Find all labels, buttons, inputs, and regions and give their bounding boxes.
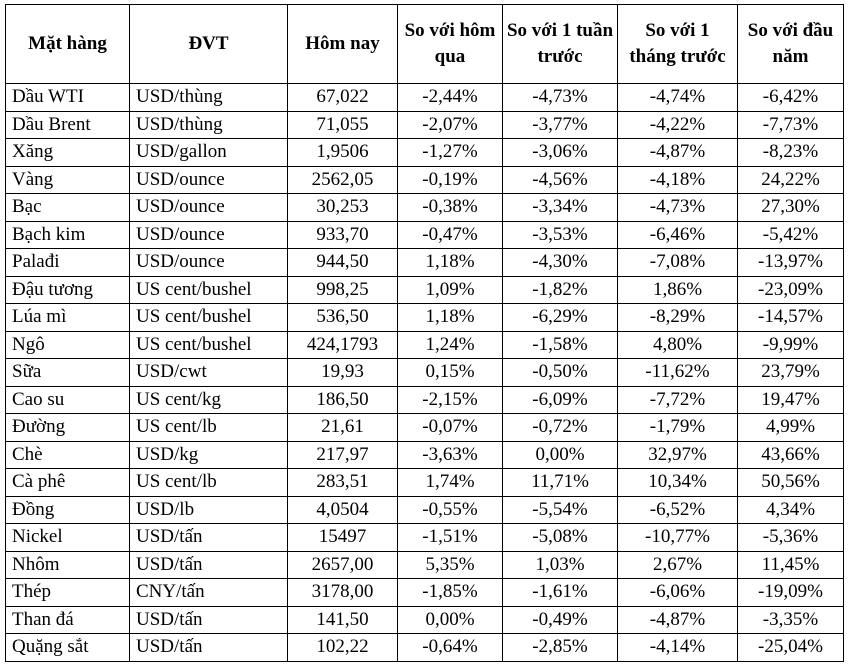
cell-vs-yesterday: -0,07% — [398, 414, 503, 442]
cell-item: Bạch kim — [6, 221, 130, 249]
cell-unit: USD/thùng — [130, 84, 288, 112]
cell-item: Than đá — [6, 606, 130, 634]
cell-unit: USD/cwt — [130, 359, 288, 387]
cell-vs-year-start: 43,66% — [738, 441, 844, 469]
table-row — [6, 221, 844, 249]
table-row — [6, 359, 844, 387]
cell-unit: USD/ounce — [130, 221, 288, 249]
cell-vs-week: -4,73% — [503, 84, 618, 112]
cell-item: Đồng — [6, 496, 130, 524]
cell-vs-month: -4,22% — [618, 111, 738, 139]
cell-vs-month: -4,73% — [618, 194, 738, 222]
cell-today: 4,0504 — [288, 496, 398, 524]
cell-unit: US cent/lb — [130, 469, 288, 497]
cell-today: 71,055 — [288, 111, 398, 139]
cell-vs-week: -0,49% — [503, 606, 618, 634]
cell-vs-week: -6,09% — [503, 386, 618, 414]
cell-unit: US cent/lb — [130, 414, 288, 442]
cell-vs-week: -1,61% — [503, 579, 618, 607]
cell-vs-week: -3,06% — [503, 139, 618, 167]
cell-vs-month: 32,97% — [618, 441, 738, 469]
cell-vs-month: -1,79% — [618, 414, 738, 442]
cell-today: 2562,05 — [288, 166, 398, 194]
cell-today: 67,022 — [288, 84, 398, 112]
cell-today: 424,1793 — [288, 331, 398, 359]
cell-vs-week: -3,34% — [503, 194, 618, 222]
cell-vs-yesterday: -1,51% — [398, 524, 503, 552]
table-row — [6, 634, 844, 662]
cell-vs-year-start: -6,42% — [738, 84, 844, 112]
cell-vs-month: -6,52% — [618, 496, 738, 524]
cell-vs-week: -5,54% — [503, 496, 618, 524]
cell-vs-month: -4,87% — [618, 606, 738, 634]
cell-today: 998,25 — [288, 276, 398, 304]
cell-vs-year-start: -23,09% — [738, 276, 844, 304]
header-today: Hôm nay — [288, 5, 398, 84]
cell-unit: USD/ounce — [130, 249, 288, 277]
cell-vs-yesterday: 5,35% — [398, 551, 503, 579]
cell-item: Nhôm — [6, 551, 130, 579]
cell-today: 536,50 — [288, 304, 398, 332]
cell-vs-year-start: 4,99% — [738, 414, 844, 442]
cell-vs-year-start: -13,97% — [738, 249, 844, 277]
cell-vs-month: -6,46% — [618, 221, 738, 249]
cell-vs-month: -4,14% — [618, 634, 738, 662]
table-row — [6, 579, 844, 607]
cell-unit: USD/tấn — [130, 634, 288, 662]
cell-vs-month: 10,34% — [618, 469, 738, 497]
cell-vs-yesterday: 1,74% — [398, 469, 503, 497]
cell-vs-week: -0,50% — [503, 359, 618, 387]
cell-vs-yesterday: -3,63% — [398, 441, 503, 469]
cell-unit: US cent/bushel — [130, 331, 288, 359]
cell-item: Nickel — [6, 524, 130, 552]
table-row — [6, 606, 844, 634]
cell-vs-year-start: -3,35% — [738, 606, 844, 634]
table-body — [6, 84, 844, 662]
cell-item: Dầu WTI — [6, 84, 130, 112]
cell-item: Chè — [6, 441, 130, 469]
cell-vs-month: -4,18% — [618, 166, 738, 194]
cell-vs-yesterday: -1,85% — [398, 579, 503, 607]
cell-vs-yesterday: 0,00% — [398, 606, 503, 634]
cell-unit: US cent/bushel — [130, 304, 288, 332]
cell-today: 102,22 — [288, 634, 398, 662]
cell-unit: CNY/tấn — [130, 579, 288, 607]
cell-vs-week: -0,72% — [503, 414, 618, 442]
cell-unit: USD/gallon — [130, 139, 288, 167]
cell-vs-yesterday: 1,18% — [398, 249, 503, 277]
cell-vs-week: -2,85% — [503, 634, 618, 662]
cell-unit: USD/lb — [130, 496, 288, 524]
cell-item: Ngô — [6, 331, 130, 359]
cell-unit: USD/ounce — [130, 166, 288, 194]
cell-vs-month: 1,86% — [618, 276, 738, 304]
cell-item: Palađi — [6, 249, 130, 277]
cell-item: Cao su — [6, 386, 130, 414]
cell-vs-month: -7,72% — [618, 386, 738, 414]
table-row — [6, 524, 844, 552]
table-row — [6, 111, 844, 139]
cell-item: Bạc — [6, 194, 130, 222]
cell-item: Đậu tương — [6, 276, 130, 304]
table-row — [6, 441, 844, 469]
cell-vs-week: -4,30% — [503, 249, 618, 277]
cell-unit: US cent/bushel — [130, 276, 288, 304]
cell-vs-yesterday: -0,19% — [398, 166, 503, 194]
cell-item: Dầu Brent — [6, 111, 130, 139]
table-row — [6, 551, 844, 579]
cell-vs-yesterday: 1,18% — [398, 304, 503, 332]
table-row — [6, 414, 844, 442]
cell-vs-yesterday: 0,15% — [398, 359, 503, 387]
cell-item: Lúa mì — [6, 304, 130, 332]
cell-item: Cà phê — [6, 469, 130, 497]
cell-vs-month: -4,87% — [618, 139, 738, 167]
table-row — [6, 84, 844, 112]
cell-vs-yesterday: -2,44% — [398, 84, 503, 112]
cell-vs-year-start: -19,09% — [738, 579, 844, 607]
header-vs-week: So với 1 tuần trước — [503, 5, 618, 84]
cell-today: 944,50 — [288, 249, 398, 277]
cell-vs-month: -6,06% — [618, 579, 738, 607]
cell-vs-week: -3,77% — [503, 111, 618, 139]
header-unit: ĐVT — [130, 5, 288, 84]
cell-vs-week: -1,82% — [503, 276, 618, 304]
cell-vs-yesterday: -0,47% — [398, 221, 503, 249]
table-row — [6, 166, 844, 194]
cell-item: Đường — [6, 414, 130, 442]
cell-today: 283,51 — [288, 469, 398, 497]
cell-vs-month: -7,08% — [618, 249, 738, 277]
cell-vs-year-start: 4,34% — [738, 496, 844, 524]
table-row — [6, 249, 844, 277]
cell-unit: USD/thùng — [130, 111, 288, 139]
cell-today: 186,50 — [288, 386, 398, 414]
table-row — [6, 331, 844, 359]
cell-today: 19,93 — [288, 359, 398, 387]
cell-unit: USD/tấn — [130, 606, 288, 634]
cell-item: Quặng sắt — [6, 634, 130, 662]
cell-item: Thép — [6, 579, 130, 607]
cell-vs-week: -1,58% — [503, 331, 618, 359]
cell-vs-year-start: 23,79% — [738, 359, 844, 387]
cell-vs-year-start: -14,57% — [738, 304, 844, 332]
table-row — [6, 496, 844, 524]
cell-vs-month: -8,29% — [618, 304, 738, 332]
cell-today: 1,9506 — [288, 139, 398, 167]
cell-vs-month: -4,74% — [618, 84, 738, 112]
header-row — [6, 5, 844, 84]
header-vs-year-start: So với đầu năm — [738, 5, 844, 84]
cell-vs-week: -3,53% — [503, 221, 618, 249]
cell-vs-year-start: 11,45% — [738, 551, 844, 579]
cell-unit: US cent/kg — [130, 386, 288, 414]
cell-vs-month: -10,77% — [618, 524, 738, 552]
header-item: Mặt hàng — [6, 5, 130, 84]
cell-vs-year-start: -8,23% — [738, 139, 844, 167]
cell-item: Xăng — [6, 139, 130, 167]
cell-today: 3178,00 — [288, 579, 398, 607]
cell-unit: USD/tấn — [130, 524, 288, 552]
cell-vs-yesterday: -2,15% — [398, 386, 503, 414]
cell-unit: USD/ounce — [130, 194, 288, 222]
cell-item: Vàng — [6, 166, 130, 194]
cell-vs-month: -11,62% — [618, 359, 738, 387]
table-row — [6, 194, 844, 222]
cell-today: 2657,00 — [288, 551, 398, 579]
cell-vs-yesterday: -0,38% — [398, 194, 503, 222]
cell-vs-yesterday: -2,07% — [398, 111, 503, 139]
cell-vs-year-start: -5,36% — [738, 524, 844, 552]
cell-vs-yesterday: -0,64% — [398, 634, 503, 662]
cell-vs-yesterday: -0,55% — [398, 496, 503, 524]
cell-vs-month: 4,80% — [618, 331, 738, 359]
table-row — [6, 469, 844, 497]
table-row — [6, 386, 844, 414]
commodity-price-table — [5, 4, 844, 662]
cell-vs-week: -6,29% — [503, 304, 618, 332]
cell-unit: USD/tấn — [130, 551, 288, 579]
cell-vs-year-start: -7,73% — [738, 111, 844, 139]
cell-today: 15497 — [288, 524, 398, 552]
cell-vs-year-start: -9,99% — [738, 331, 844, 359]
cell-vs-year-start: -5,42% — [738, 221, 844, 249]
cell-vs-yesterday: 1,09% — [398, 276, 503, 304]
cell-vs-week: -4,56% — [503, 166, 618, 194]
cell-today: 933,70 — [288, 221, 398, 249]
table-row — [6, 139, 844, 167]
cell-vs-year-start: 19,47% — [738, 386, 844, 414]
cell-today: 21,61 — [288, 414, 398, 442]
table-row — [6, 276, 844, 304]
cell-today: 30,253 — [288, 194, 398, 222]
cell-vs-week: 11,71% — [503, 469, 618, 497]
cell-vs-week: 0,00% — [503, 441, 618, 469]
table-row — [6, 304, 844, 332]
cell-vs-yesterday: -1,27% — [398, 139, 503, 167]
cell-vs-week: -5,08% — [503, 524, 618, 552]
cell-vs-year-start: 50,56% — [738, 469, 844, 497]
cell-vs-yesterday: 1,24% — [398, 331, 503, 359]
cell-vs-year-start: 24,22% — [738, 166, 844, 194]
cell-item: Sữa — [6, 359, 130, 387]
header-vs-yesterday: So với hôm qua — [398, 5, 503, 84]
cell-vs-week: 1,03% — [503, 551, 618, 579]
header-vs-month: So với 1 tháng trước — [618, 5, 738, 84]
cell-today: 141,50 — [288, 606, 398, 634]
cell-vs-month: 2,67% — [618, 551, 738, 579]
cell-unit: USD/kg — [130, 441, 288, 469]
cell-today: 217,97 — [288, 441, 398, 469]
cell-vs-year-start: -25,04% — [738, 634, 844, 662]
cell-vs-year-start: 27,30% — [738, 194, 844, 222]
